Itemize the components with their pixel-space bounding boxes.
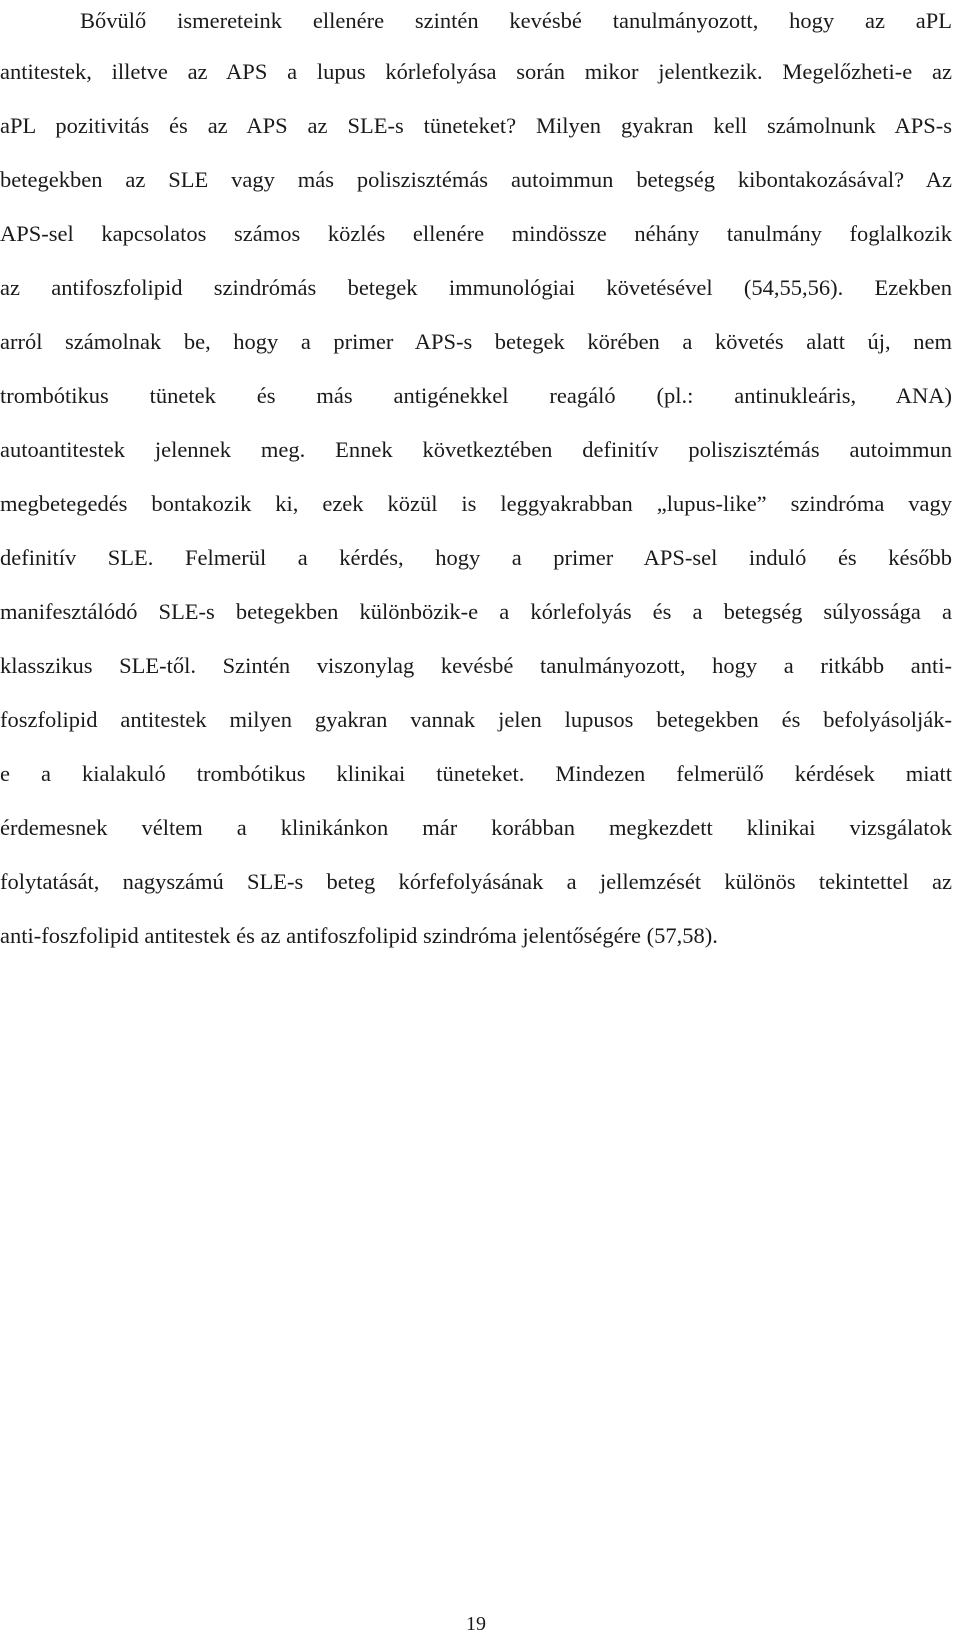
text-line: Bővülő ismereteink ellenére szintén kevésbé tanulmányozott, hogy az aPL bbox=[80, 8, 952, 33]
text-line: antitestek, illetve az APS a lupus kórlefolyása során mikor jelentkezik. Megelőzheti-e az bbox=[0, 59, 952, 84]
text-line: APS-sel kapcsolatos számos közlés ellenére mindössze néhány tanulmány foglalkozik bbox=[0, 221, 952, 246]
text-line: klasszikus SLE-től. Szintén viszonylag kevésbé tanulmányozott, hogy a ritkább anti- bbox=[0, 653, 952, 678]
text-line: manifesztálódó SLE-s betegekben különbözik-e a kórlefolyás és a betegség súlyossága a bbox=[0, 599, 952, 624]
text-line: megbetegedés bontakozik ki, ezek közül is leggyakrabban „lupus-like” szindróma vagy bbox=[0, 491, 952, 516]
text-line: betegekben az SLE vagy más poliszisztémás autoimmun betegség kibontakozásával? Az bbox=[0, 167, 952, 192]
text-line: aPL pozitivitás és az APS az SLE-s tüneteket? Milyen gyakran kell számolnunk APS-s bbox=[0, 113, 952, 138]
text-line: autoantitestek jelennek meg. Ennek következtében definitív poliszisztémás autoimmun bbox=[0, 437, 952, 462]
text-line: az antifoszfolipid szindrómás betegek immunológiai követésével (54,55,56). Ezekben bbox=[0, 275, 952, 300]
text-line: e a kialakuló trombótikus klinikai tüneteket. Mindezen felmerülő kérdések miatt bbox=[0, 761, 952, 786]
text-line: anti-foszfolipid antitestek és az antifoszfolipid szindróma jelentőségére (57,58). bbox=[0, 923, 718, 948]
text-line: arról számolnak be, hogy a primer APS-s betegek körében a követés alatt új, nem bbox=[0, 329, 952, 354]
text-line: trombótikus tünetek és más antigénekkel reagáló (pl.: antinukleáris, ANA) bbox=[0, 383, 952, 408]
text-line: folytatását, nagyszámú SLE-s beteg kórfefolyásának a jellemzését különös tekintettel az bbox=[0, 869, 952, 894]
text-line: definitív SLE. Felmerül a kérdés, hogy a primer APS-sel induló és később bbox=[0, 545, 952, 570]
text-line: foszfolipid antitestek milyen gyakran vannak jelen lupusos betegekben és befolyásolják- bbox=[0, 707, 952, 732]
text-line: érdemesnek véltem a klinikánkon már korábban megkezdett klinikai vizsgálatok bbox=[0, 815, 952, 840]
page-number: 19 bbox=[466, 1613, 486, 1635]
